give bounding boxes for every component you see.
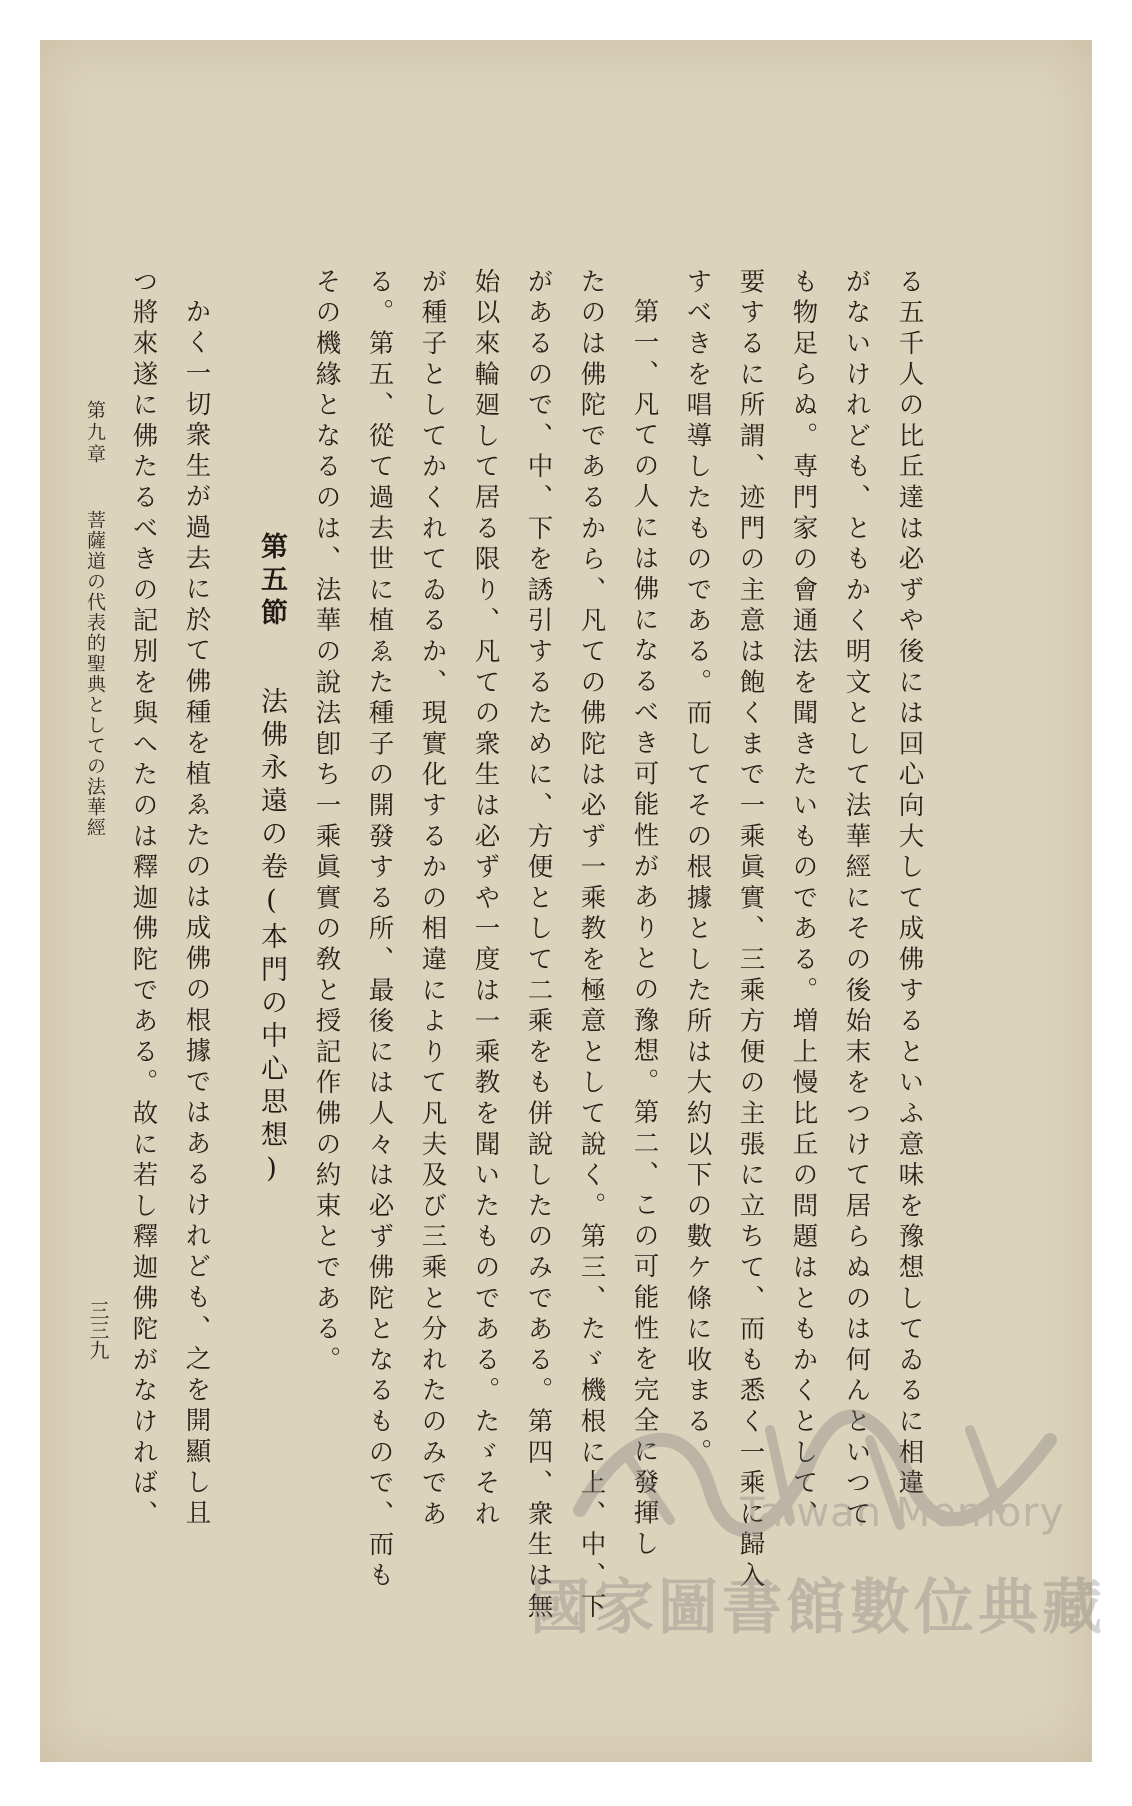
watermark-english: Taiwan Memory [740,1490,1065,1536]
watermark-institution: 國家圖書館數位典藏 [530,1573,1106,1643]
book-page [40,40,1106,1762]
body-column: 要するに所謂、迹門の主意は飽くまで一乘眞實、三乘方便の主張に立ちて、而も悉く一乘に歸入 [735,268,766,1593]
body-column: かく一切衆生が過去に於て佛種を植ゑたのは成佛の根據ではあるけれども、之を開顯し且 [181,298,212,1530]
body-column: その機緣となるのは、法華の說法卽ち一乘眞實の敎と授記作佛の約束とである。 [311,268,342,1377]
body-column: すべきを唱導したものである。而してその根據とした所は大約以下の數ケ條に收まる。 [682,268,713,1470]
body-column: 第一、凡ての人には佛になるべき可能性がありとの豫想。第二、この可能性を完全に發揮し [629,298,660,1561]
body-column: 始以來輪廻して居る限り、凡ての衆生は必ずや一度は一乘教を聞いたものである。たゞそれ [470,268,501,1531]
body-column: る。第五、從て過去世に植ゑた種子の開發する所、最後には人々は必ず佛陀となるもので、而も [364,268,395,1593]
section-title: 法佛永遠の卷(本門の中心思想) [256,687,287,1190]
body-column: たのは佛陀であるから、凡ての佛陀は必ず一乘教を極意として說く。第三、たゞ機根に上、中、下 [576,268,607,1624]
section-number: 第五節 [256,532,287,631]
running-footer [82,400,109,838]
body-column: が種子としてかくれてゐるか、現實化するかの相違によりて凡夫及び三乘と分れたのみであ [417,268,448,1531]
body-column: がないけれども、ともかく明文として法華經にその後始末をつけて居らぬのは何んといつて [841,268,872,1531]
section-heading [252,532,291,1190]
page-number: 三三九 [86,1300,110,1360]
body-column: があるので、中、下を誘引するために、方便として二乘をも併說したのみである。第四、衆生は無 [523,268,554,1624]
body-column: る五千人の比丘達は必ずや後には回心向大して成佛するといふ意味を豫想してゐるに相違 [894,268,925,1500]
chapter-label: 第九章 [84,400,106,466]
book-title: 菩薩道の代表的聖典としての法華經 [84,510,106,838]
body-column: も物足らぬ。専門家の會通法を聞きたいものである。増上慢比丘の問題はともかくとして、 [788,268,819,1531]
body-column: つ將來遂に佛たるべきの記別を與へたのは釋迦佛陀である。故に若し釋迦佛陀がなければ、 [128,268,159,1531]
library-watermark [510,1380,1110,1680]
